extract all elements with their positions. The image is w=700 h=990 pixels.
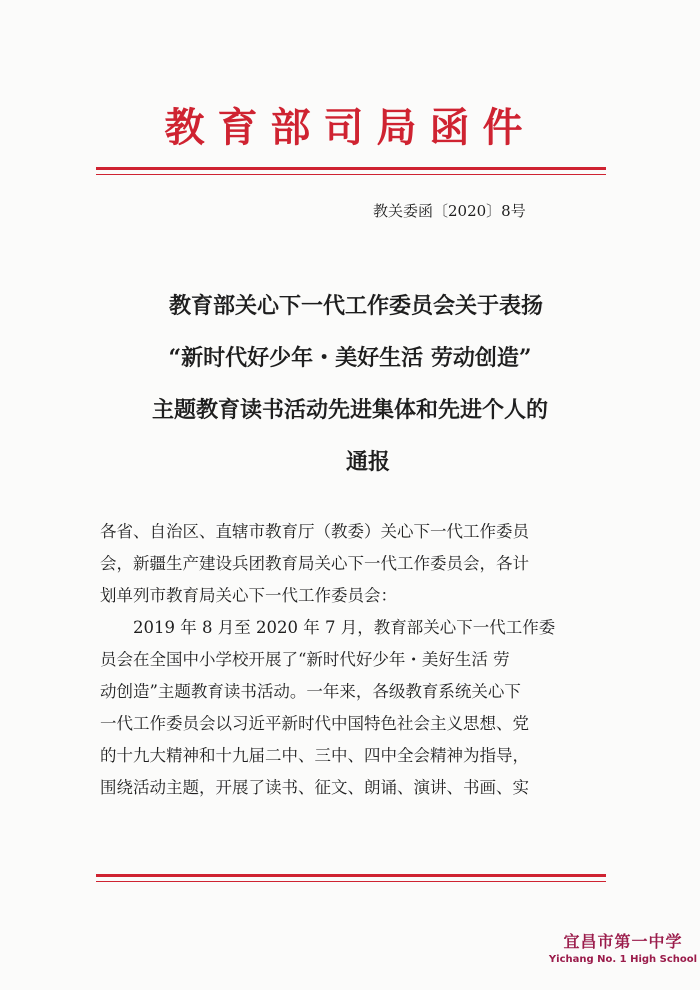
body-line: 各省、自治区、直辖市教育厅（教委）关心下一代工作委员 [100,522,529,541]
heading-line: “新时代好少年・美好生活 劳动创造” [168,345,532,371]
document-number: 教关委函〔2020〕8号 [373,202,526,220]
letterhead-rule-thick [96,167,606,170]
body-line: 动创造”主题教育读书活动。一年来，各级教育系统关心下 [100,682,521,701]
footer-rule-thick [96,874,606,877]
document-body [100,516,555,804]
heading-line: 教育部关心下一代工作委员会关于表扬 [168,293,543,319]
body-line: 会，新疆生产建设兵团教育局关心下一代工作委员会，各计 [100,554,529,573]
body-line: 划单列市教育局关心下一代工作委员会： [100,586,397,605]
heading-line: 主题教育读书活动先进集体和先进个人的 [151,397,548,423]
body-line: 员会在全国中小学校开展了“新时代好少年・美好生活 劳 [100,650,510,669]
school-watermark [548,931,698,967]
letterhead-title: 教育部司局函件 [164,104,536,151]
body-line: 一代工作委员会以习近平新时代中国特色社会主义思想、党 [100,714,529,733]
letterhead-rule-thin [96,174,606,175]
footer-rule-thin [96,881,606,882]
body-line: 2019 年 8 月至 2020 年 7 月，教育部关心下一代工作委 [133,618,556,637]
body-line: 围绕活动主题，开展了读书、征文、朗诵、演讲、书画、实 [100,778,529,797]
heading-line: 通报 [345,449,390,475]
document-heading [0,280,700,488]
watermark-chinese: 宜昌市第一中学 [563,932,683,951]
watermark-english: Yichang No. 1 High School [548,954,698,965]
body-line: 的十九大精神和十九届二中、三中、四中全会精神为指导， [100,746,529,765]
